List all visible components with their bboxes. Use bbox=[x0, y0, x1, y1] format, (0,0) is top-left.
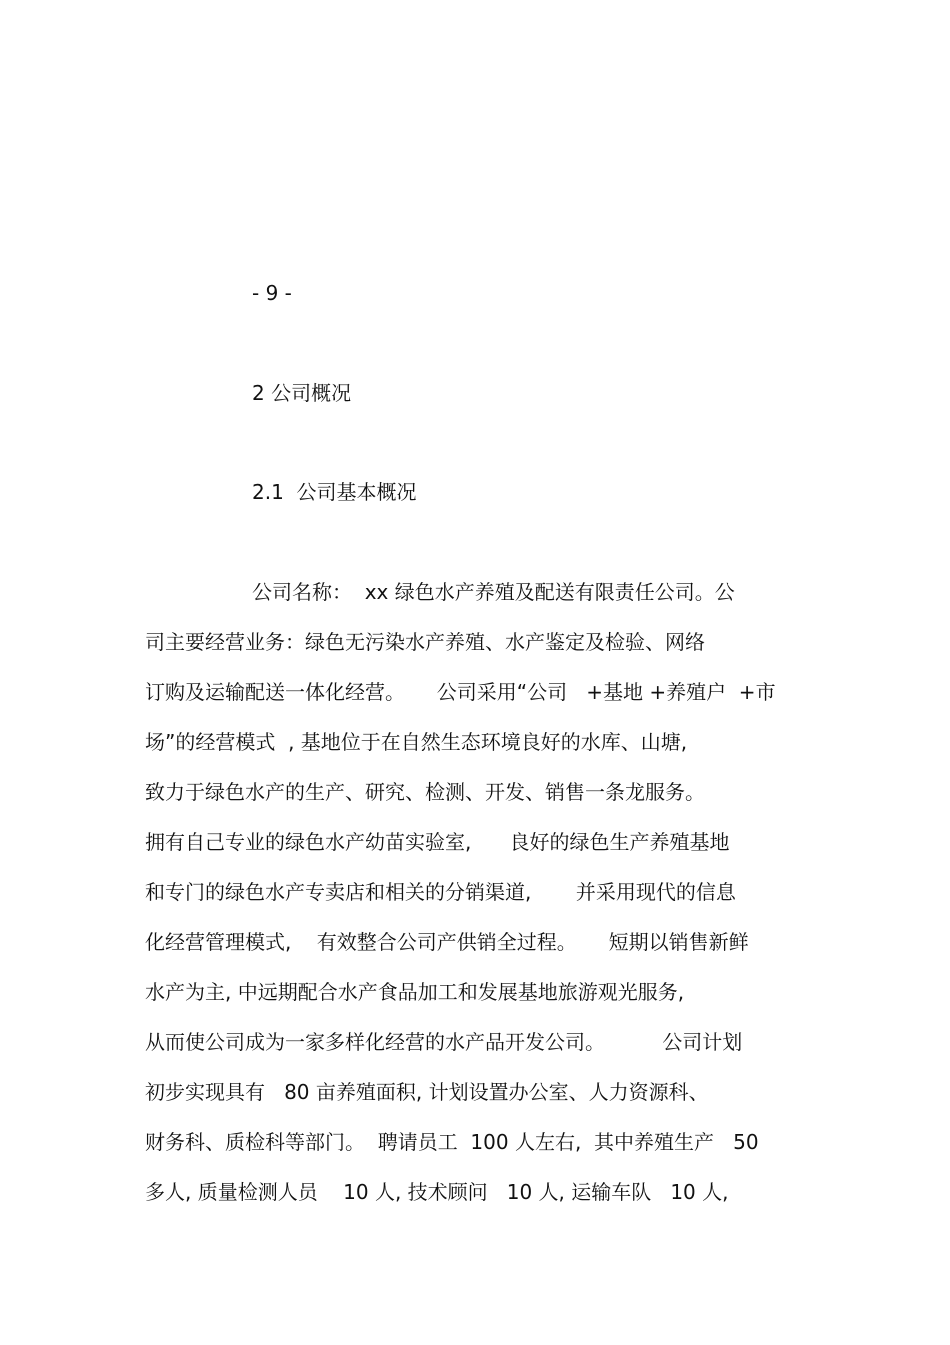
paragraph-line: 场”的经营模式 , 基地位于在自然生态环境良好的水库、山塘, bbox=[145, 730, 688, 754]
section-heading: 2.1 公司基本概况 bbox=[252, 480, 417, 504]
paragraph-line: 从而使公司成为一家多样化经营的水产品开发公司。 公司计划 bbox=[145, 1030, 743, 1054]
paragraph-line: 致力于绿色水产的生产、研究、检测、开发、销售一条龙服务。 bbox=[145, 780, 705, 804]
paragraph-line: 多人, 质量检测人员 10 人, 技术顾问 10 人, 运输车队 10 人, bbox=[145, 1180, 729, 1204]
page-number: - 9 - bbox=[252, 281, 292, 305]
paragraph-line: 拥有自己专业的绿色水产幼苗实验室, 良好的绿色生产养殖基地 bbox=[145, 830, 730, 854]
paragraph-line: 和专门的绿色水产专卖店和相关的分销渠道, 并采用现代的信息 bbox=[145, 880, 736, 904]
paragraph-line: 司主要经营业务：绿色无污染水产养殖、水产鉴定及检验、网络 bbox=[145, 630, 705, 654]
chapter-heading: 2 公司概况 bbox=[252, 381, 352, 405]
paragraph-line: 公司名称： xx 绿色水产养殖及配送有限责任公司。公 bbox=[252, 580, 735, 604]
paragraph-line: 订购及运输配送一体化经营。 公司采用“公司 +基地 +养殖户 +市 bbox=[145, 680, 776, 704]
paragraph-line: 化经营管理模式, 有效整合公司产供销全过程。 短期以销售新鲜 bbox=[145, 930, 749, 954]
paragraph-line: 财务科、质检科等部门。 聘请员工 100 人左右, 其中养殖生产 50 bbox=[145, 1130, 759, 1154]
company-overview-paragraph bbox=[145, 577, 845, 1227]
paragraph-line: 初步实现具有 80 亩养殖面积, 计划设置办公室、人力资源科、 bbox=[145, 1080, 709, 1104]
paragraph-line: 水产为主, 中远期配合水产食品加工和发展基地旅游观光服务, bbox=[145, 980, 685, 1004]
